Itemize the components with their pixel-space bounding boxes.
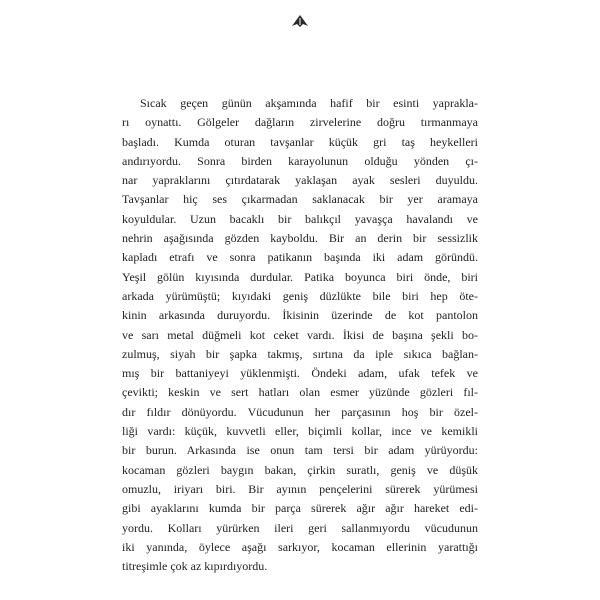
text-line: koyuldular. Uzun bacaklı bir balıkçıl yavaşça havalandı ve — [122, 211, 478, 226]
text-line: liği vardı: küçük, kuvvetli eller, biçimli kollar, ince ve kemikli — [122, 424, 478, 439]
text-line: başladı. Kumda oturan tavşanlar küçük gri taş heykelleri — [122, 134, 478, 149]
text-line: zulmuş, siyah bir şapka takmış, sırtına da iple sıkıca bağlan- — [122, 346, 478, 361]
text-line: ve sarı metal düğmeli kot ceket vardı. İkisi de başına şekli bo- — [122, 327, 478, 342]
text-line: mış bir battaniyeyi yüklenmişti. Öndeki adam, ufak tefek ve — [122, 366, 478, 381]
text-line: nehrin aşağısında gözden kayboldu. Bir an derin bir sessizlik — [122, 231, 478, 246]
text-line: iki yanında, öylece aşağı sarkıyor, kocaman ellerinin yarattığı — [122, 539, 478, 554]
text-line: rı oynattı. Gölgeler dağların zirvelerine doğru tırmanmaya — [122, 115, 478, 130]
text-line: kapladı etrafı ve sonra patikanın başında iki adam göründü. — [122, 250, 478, 265]
text-line: Yeşil gölün kıyısında durdular. Patika boyunca biri önde, biri — [122, 269, 478, 284]
text-line: kinin arkasında duruyordu. İkisinin üzerinde de kot pantolon — [122, 308, 478, 323]
text-line: yordu. Kolları yürürken ileri geri sallanmıyordu vücudunun — [122, 520, 478, 535]
text-line: Tavşanlar hiç ses çıkarmadan saklanacak bir yer aramaya — [122, 192, 478, 207]
text-line: omuzlu, iriyarı biri. Bir ayının pençelerini sürerek yürümesi — [122, 481, 478, 496]
arrow-ornament-icon — [290, 14, 310, 28]
text-line: nar yapraklarını çıtırdatarak yaklaşan ayak sesleri duyuldu. — [122, 173, 478, 188]
text-line: kocaman gözleri baygın bakan, çirkin suratlı, geniş ve düşük — [122, 462, 478, 477]
text-line: arkada yürümüştü; kıyıdaki geniş düzlükte bile biri hep öte- — [122, 288, 478, 303]
text-line: titreşimle çok az kıpırdıyordu. — [122, 559, 268, 574]
text-line: çevikti; keskin ve sert hatları olan esmer yüzünde gözleri fıl- — [122, 385, 478, 400]
text-line: Sıcak geçen günün akşamında hafif bir esinti yaprakla- — [140, 96, 478, 110]
text-line: dır fıldır dönüyordu. Vücudunun her parçasının hoş bir özel- — [122, 404, 478, 419]
body-paragraph — [122, 94, 478, 576]
text-line: bir burun. Arkasında ise onun tam tersi bir adam yürüyordu: — [122, 443, 478, 458]
text-line: andırıyordu. Sonra birden karayolunun olduğu yönden çı- — [122, 153, 478, 168]
text-line: gibi ayaklarını kumda bir parça sürerek ağır ağır hareket edi- — [122, 501, 478, 516]
